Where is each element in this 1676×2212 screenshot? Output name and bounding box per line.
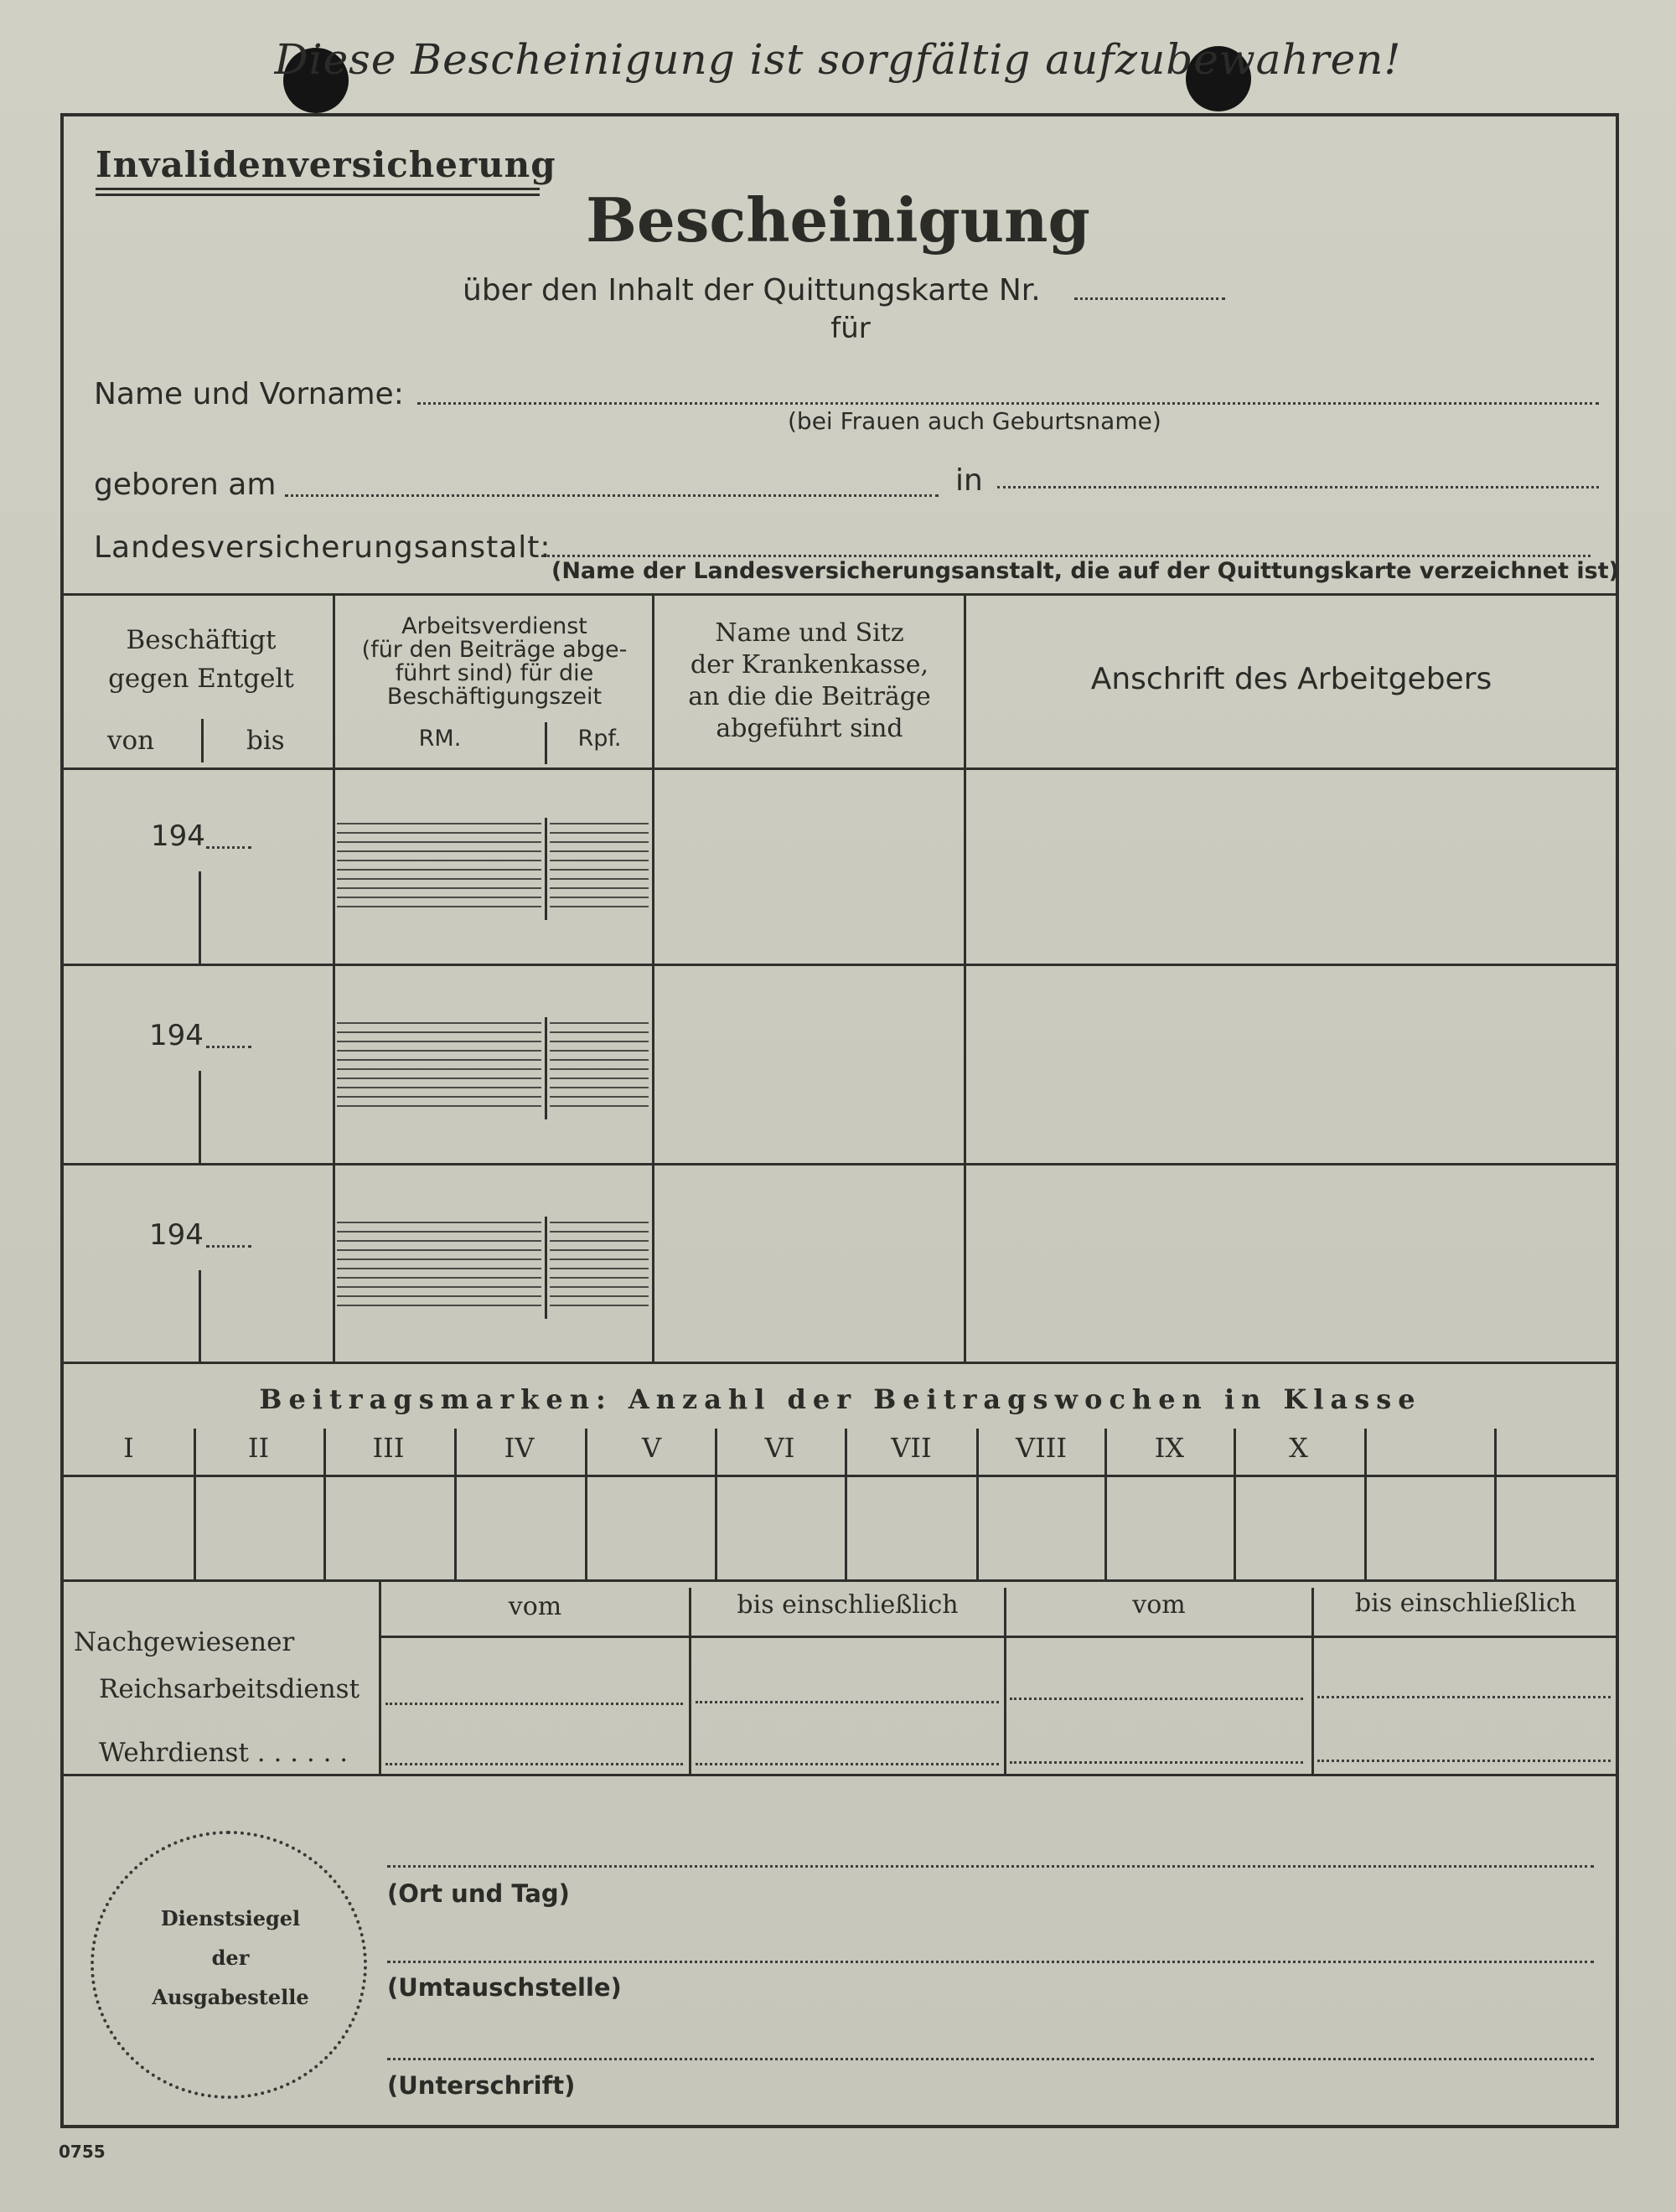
service-bottom-border [64,1774,1617,1776]
name-label: Name und Vorname: [94,377,404,411]
table-top-border [64,593,1617,596]
marks-col-divider-10 [1364,1429,1367,1579]
row-2-rm-shading [337,1022,541,1114]
table-bottom-border [64,1362,1617,1364]
mark-class-9: IX [1154,1432,1185,1464]
col-bis: bis [246,726,285,756]
form-subtitle: über den Inhalt der Quittungskarte Nr. [463,273,1041,308]
wehr-bis-field-1[interactable] [696,1763,999,1765]
card-number-field[interactable] [1074,297,1225,300]
row-1-von-bis-divider [199,871,201,964]
col-employer-address: Anschrift des Arbeitgebers [1090,662,1492,696]
marks-header-bottom [64,1475,1617,1477]
lva-field[interactable] [541,555,1591,557]
born-place-field[interactable] [997,486,1599,488]
marks-col-divider-7 [976,1429,979,1579]
insurance-type: Invalidenversicherung [96,144,556,185]
seal-line2: der [211,1946,250,1970]
marks-col-divider-6 [845,1429,847,1579]
top-note: Diese Bescheinigung ist sorgfältig aufzubewahren! [274,35,1402,84]
col-rpf: Rpf. [577,726,622,752]
marks-col-divider-11 [1494,1429,1497,1579]
mark-class-5: V [641,1432,662,1464]
name-field[interactable] [417,402,1599,405]
col-earnings-line2: (für den Beiträge abge- [361,637,628,663]
rad-bis-field-1[interactable] [696,1701,999,1703]
umtausch-field[interactable] [387,1961,1594,1963]
row-1-year-field[interactable] [206,846,251,849]
rad-vom-field-1[interactable] [385,1703,683,1705]
table-row-divider-1 [64,964,1617,966]
service-col-vom-2: vom [1132,1590,1186,1620]
marks-bottom-border [64,1579,1617,1582]
row-3-year: 194 [149,1218,204,1252]
col-employed-line1: Beschäftigt [126,625,277,655]
marks-col-divider-9 [1234,1429,1236,1579]
service-col-vom-1: vom [508,1592,562,1621]
mark-class-1: I [123,1432,134,1464]
mark-class-10: X [1289,1432,1308,1464]
von-bis-header-divider [201,719,204,762]
rad-bis-field-2[interactable] [1317,1696,1611,1698]
ort-tag-label: (Ort und Tag) [387,1879,570,1908]
row-1-year: 194 [151,819,205,853]
signature-field[interactable] [387,2058,1594,2060]
row-2-rpf-shading [550,1022,649,1114]
row-2-year-field[interactable] [206,1046,251,1048]
service-label-line3: Wehrdienst . . . . . . [99,1738,349,1768]
wehr-vom-field-2[interactable] [1010,1761,1303,1764]
wehr-vom-field-1[interactable] [385,1763,683,1765]
row-3-year-field[interactable] [206,1245,251,1248]
mark-class-2: II [247,1432,270,1464]
in-label: in [955,463,983,498]
marks-col-divider-8 [1104,1429,1107,1579]
row-3-rpf-shading [550,1222,649,1314]
col-insurer-line2: der Krankenkasse, [690,650,929,680]
service-header-bottom [381,1636,1617,1638]
born-date-field[interactable] [285,494,939,497]
form-title: Bescheinigung [586,184,1090,256]
col-von: von [107,726,155,756]
name-hint: (bei Frauen auch Geburtsname) [788,407,1161,435]
row-1-rm-rpf-divider [545,818,547,920]
mark-class-4: IV [504,1432,535,1464]
seal-line1: Dienstsiegel [160,1906,301,1930]
row-2-rm-rpf-divider [545,1017,547,1119]
marks-col-divider-5 [715,1429,717,1579]
row-1-rpf-shading [550,823,649,915]
col-earnings-line4: Beschäftigungszeit [386,684,603,710]
service-col-bis-1: bis einschließlich [737,1590,959,1620]
lva-hint: (Name der Landesversicherungsanstalt, die auf der Quittungskarte verzeichnet ist) [551,558,1619,584]
row-3-rm-rpf-divider [545,1217,547,1319]
service-col-bis-2: bis einschließlich [1354,1589,1577,1618]
form-number: 0755 [59,2142,106,2162]
col-insurer-line4: abgeführt sind [716,714,903,743]
table-row-divider-2 [64,1163,1617,1165]
ort-tag-field[interactable] [387,1865,1594,1868]
row-2-year: 194 [149,1019,204,1052]
signature-label: (Unterschrift) [387,2071,576,2100]
mark-class-8: VIII [1015,1432,1068,1464]
col-employed-line2: gegen Entgelt [108,664,294,694]
mark-class-3: III [372,1432,405,1464]
col-insurer-line3: an die die Beiträge [688,682,931,711]
col-earnings-line3: führt sind) für die [395,660,594,686]
col-earnings-line1: Arbeitsverdienst [401,613,587,639]
born-label: geboren am [94,468,277,502]
marks-col-divider-1 [194,1429,196,1579]
umtausch-label: (Umtauschstelle) [387,1973,622,2002]
mark-class-7: VII [891,1432,932,1464]
row-1-rm-shading [337,823,541,915]
fuer-label: für [830,312,871,345]
mark-class-6: VI [764,1432,795,1464]
lva-label: Landesversicherungsanstalt: [94,530,551,565]
marks-title: Beitragsmarken: Anzahl der Beitragswochen in Klasse [259,1383,1422,1415]
row-3-von-bis-divider [199,1270,201,1362]
rad-vom-field-2[interactable] [1010,1698,1303,1700]
row-2-von-bis-divider [199,1071,201,1163]
row-3-rm-shading [337,1222,541,1314]
service-label-line2: Reichsarbeitsdienst [99,1674,360,1704]
wehr-bis-field-2[interactable] [1317,1760,1611,1762]
service-label-line1: Nachgewiesener [74,1627,295,1657]
table-header-bottom [64,767,1617,770]
marks-col-divider-3 [454,1429,457,1579]
seal-line3: Ausgabestelle [152,1985,309,2009]
marks-col-divider-2 [323,1429,326,1579]
col-rm: RM. [418,726,462,752]
col-insurer-line1: Name und Sitz [715,618,904,648]
marks-col-divider-4 [585,1429,587,1579]
